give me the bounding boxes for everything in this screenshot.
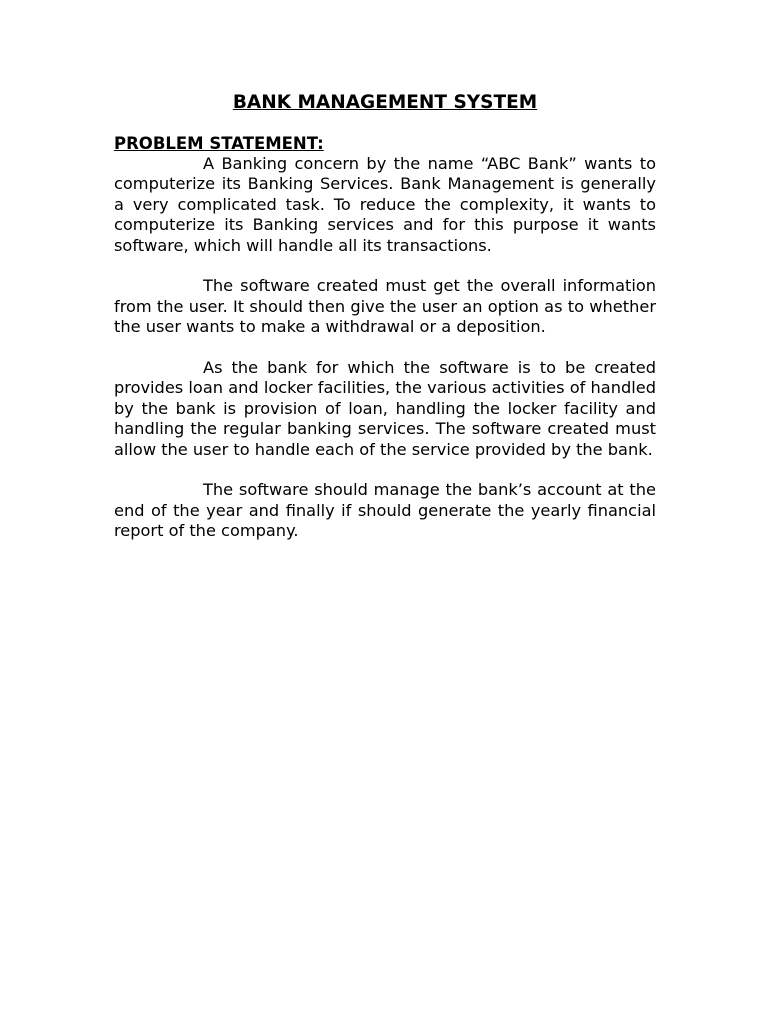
paragraph-intro: A Banking concern by the name “ABC Bank” wants to computerize its Banking Services. Bank Management is generally a very complicated task. To reduce the complexity, it wants to computerize its Banking services and for this purpose it wants software, which will handle all its transactions.: [114, 154, 656, 255]
section-heading: PROBLEM STATEMENT:: [114, 134, 324, 153]
paragraph-services: As the bank for which the software is to be created provides loan and locker facilities, the various activities of handled by the bank is provision of loan, handling the locker facility and handling the regular banking services. The software created must allow the user to handle each of the service provided by the bank.: [114, 358, 656, 459]
paragraph-annual-report: The software should manage the bank’s account at the end of the year and finally if should generate the yearly financial report of the company.: [114, 480, 656, 541]
paragraph-user-info: The software created must get the overall information from the user. It should then give the user an option as to whether the user wants to make a withdrawal or a deposition.: [114, 276, 656, 337]
document-body: [114, 92, 656, 542]
document-title: BANK MANAGEMENT SYSTEM: [232, 92, 538, 113]
